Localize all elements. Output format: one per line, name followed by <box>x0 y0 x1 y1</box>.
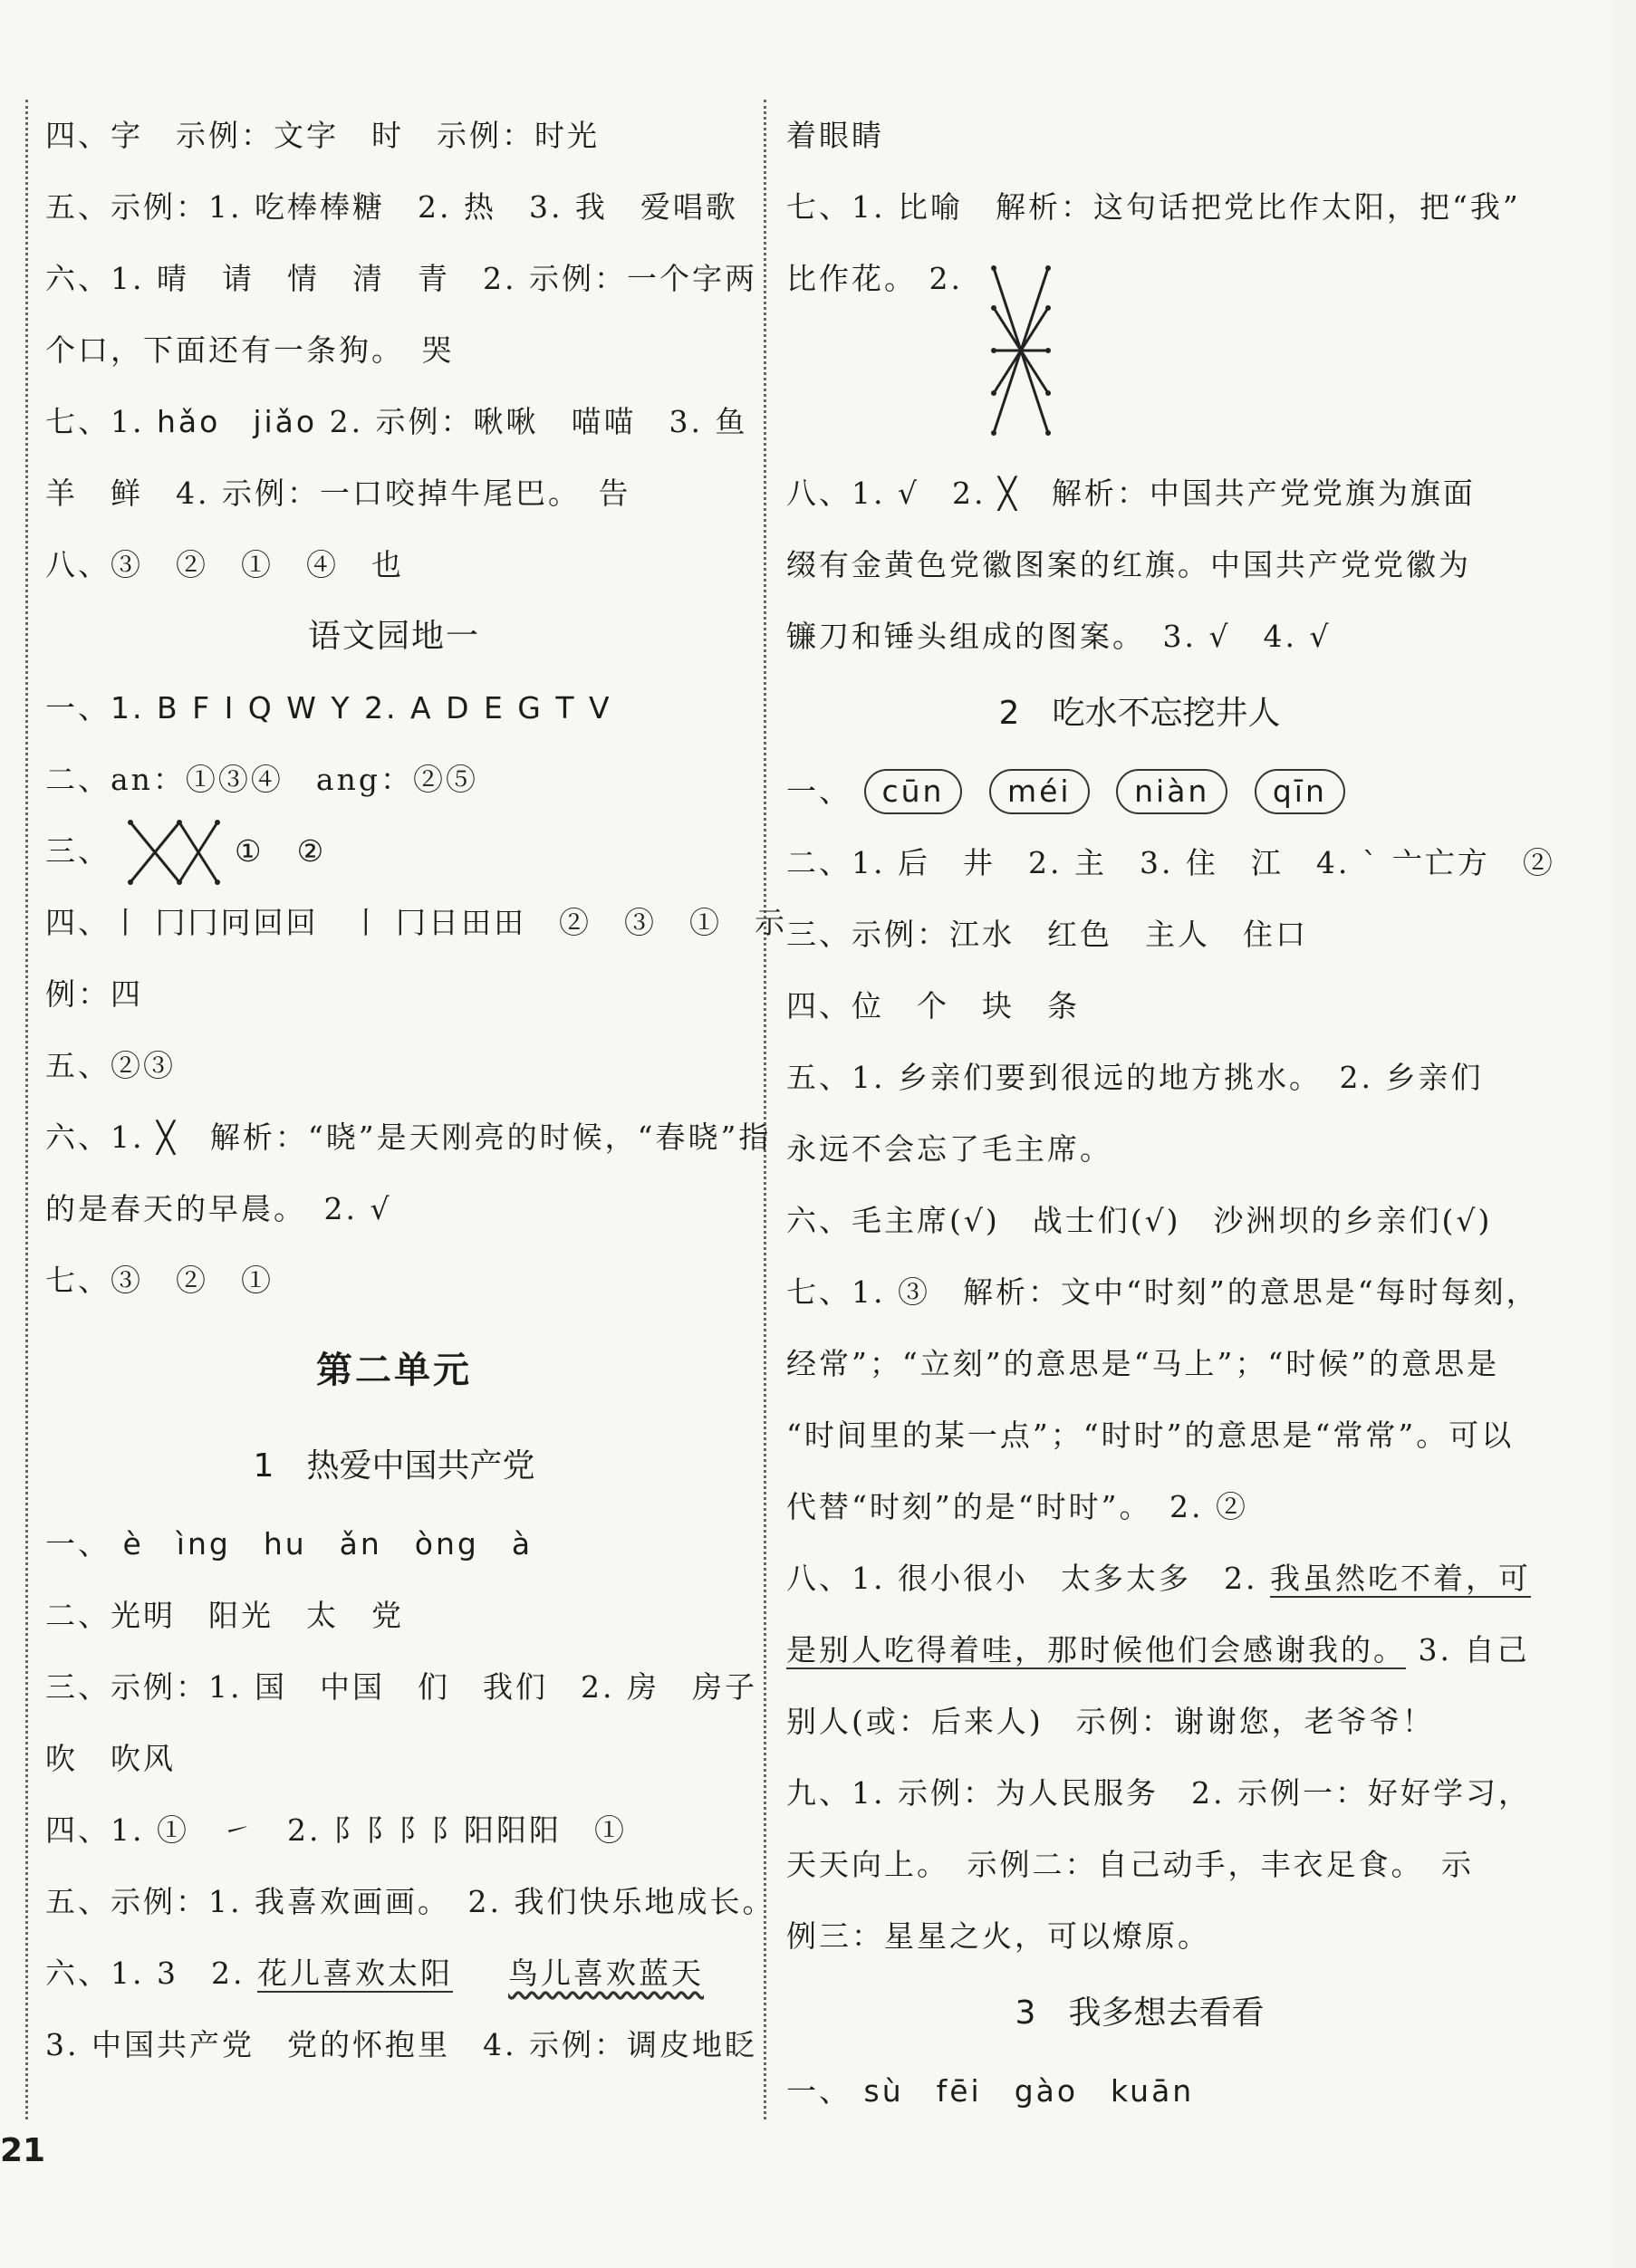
answer-line <box>786 243 1493 457</box>
answer-line: 七、1. ③ 解析：文中“时刻”的意思是“每时每刻， <box>786 1274 1539 1310</box>
lesson-title: 3 我多想去看看 <box>1015 1994 1265 2032</box>
right-column <box>786 100 1555 2127</box>
answer-text: 3. 自己 <box>1418 1632 1530 1667</box>
underlined-phrase: 花儿喜欢太阳 <box>256 1956 453 1991</box>
answer-line: 四、丨 冂冂冋回回 丨 冂日田田 ② ③ ① 示 <box>45 905 787 940</box>
answer-line <box>786 1542 1531 1614</box>
wavy-underlined-phrase: 鸟儿喜欢蓝天 <box>507 1956 704 1991</box>
pinyin-text: hǎo jiǎo <box>157 404 318 439</box>
answer-line: 经常”；“立刻”的意思是“马上”；“时候”的意思是 <box>786 1346 1500 1381</box>
answer-line: 八、③ ② ① ④ 也 <box>45 547 404 582</box>
answer-line: 五、1. 乡亲们要到很远的地方挑水。 2. 乡亲们 <box>786 1060 1484 1095</box>
answer-line: 二、光明 阳光 太 党 <box>45 1598 404 1633</box>
answer-line: 九、1. 示例：为人民服务 2. 示例一：好好学习， <box>786 1775 1531 1811</box>
answer-line: 永远不会忘了毛主席。 <box>786 1131 1112 1167</box>
answer-text: 2. 示例：啾啾 喵喵 3. 鱼 <box>329 404 748 439</box>
answer-line: 一、1. B F I Q W Y 2. A D E G T V <box>45 690 612 726</box>
answer-line: 四、1. ① ㇀ 2. ⻖阝阝阝阳阳阳 ① <box>45 1812 627 1848</box>
pinyin-oval: qīn <box>1255 769 1345 814</box>
matching-lines-figure <box>976 261 1066 442</box>
answer-line: 五、示例：1. 吃棒棒糖 2. 热 3. 我 爱唱歌 <box>45 189 738 225</box>
answer-line <box>45 386 748 457</box>
answer-text: 一、 <box>45 1526 111 1562</box>
answer-line <box>45 815 743 887</box>
answer-line: 羊 鲜 4. 示例：一口咬掉牛尾巴。 告 <box>45 476 631 511</box>
answer-line <box>45 1937 743 2009</box>
answer-line: 别人(或：后来人) 示例：谢谢您，老爷爷！ <box>786 1704 1435 1739</box>
answer-line: 五、示例：1. 我喜欢画画。 2. 我们快乐地成长。 <box>45 1884 775 1919</box>
page-number: 21 <box>0 2132 46 2169</box>
answer-line: 三、示例：江水 红色 主人 住口 <box>786 917 1308 952</box>
answer-text: 三、 <box>45 833 111 869</box>
pinyin-oval: niàn <box>1116 769 1227 814</box>
answer-line: 吹 吹风 <box>45 1741 176 1776</box>
answer-line: 三、示例：1. 国 中国 们 我们 2. 房 房子 <box>45 1669 757 1705</box>
answer-text: 六、1. 3 2. <box>45 1956 245 1991</box>
answer-line: “时间里的某一点”；“时时”的意思是“常常”。可以 <box>786 1418 1515 1453</box>
answer-text: 比作花。 <box>786 261 917 296</box>
column-divider <box>764 100 766 2119</box>
answer-line: 天天向上。 示例二：自己动手，丰衣足食。 示 <box>786 1847 1474 1882</box>
lesson-title: 2 吃水不忘挖井人 <box>998 695 1281 732</box>
pinyin-oval: méi <box>989 769 1090 814</box>
answer-line: 六、1. 晴 请 情 清 青 2. 示例：一个字两 <box>45 261 757 296</box>
answer-line <box>786 755 1493 827</box>
unit-title: 第二单元 <box>316 1350 472 1391</box>
answer-line: 着眼睛 <box>786 118 884 153</box>
answer-line <box>45 1508 743 1580</box>
lesson-title: 1 热爱中国共产党 <box>253 1447 535 1485</box>
left-column <box>45 100 787 2081</box>
answer-line: 3. 中国共产党 党的怀抱里 4. 示例：调皮地眨 <box>45 2027 757 2062</box>
answer-line: 六、1. ╳ 解析：“晓”是天刚亮的时候，“春晓”指 <box>45 1120 772 1155</box>
answer-line: 的是春天的早晨。 2. √ <box>45 1191 392 1226</box>
answer-line: 八、1. √ 2. ╳ 解析：中国共产党党旗为旗面 <box>786 476 1476 511</box>
answer-text: 一、 <box>786 774 852 809</box>
answer-line: 二、1. 后 井 2. 主 3. 住 江 4. ˋ 亠亡方 ② <box>786 845 1555 880</box>
answer-line <box>786 1614 1530 1686</box>
matching-lines-figure <box>123 817 223 889</box>
answer-text: 2. <box>929 261 963 296</box>
answer-text: 八、1. 很小很小 太多太多 2. <box>786 1561 1258 1596</box>
answer-line: 七、1. 比喻 解析：这句话把党比作太阳，把“我” <box>786 189 1521 225</box>
pinyin-text: è ìng hu ǎn òng à <box>122 1526 534 1562</box>
answer-text: 七、1. <box>45 404 145 439</box>
underlined-sentence: 是别人吃得着哇，那时候他们会感谢我的。 <box>786 1632 1406 1667</box>
answer-line: 缀有金黄色党徽图案的红旗。中国共产党党徽为 <box>786 547 1471 582</box>
answer-line: 五、②③ <box>45 1048 176 1083</box>
answer-line: 四、字 示例：文字 时 示例：时光 <box>45 118 600 153</box>
answer-line: 四、位 个 块 条 <box>786 988 1080 1023</box>
answer-line: 六、毛主席(√) 战士们(√) 沙洲坝的乡亲们(√) <box>786 1203 1493 1238</box>
answer-text: ① ② <box>235 833 327 869</box>
underlined-sentence: 我虽然吃不着，可 <box>1269 1561 1531 1596</box>
answer-line: 例：四 <box>45 976 143 1012</box>
answer-line: 七、③ ② ① <box>45 1263 274 1298</box>
pinyin-text: sù fēi gào kuān <box>863 2073 1195 2109</box>
answer-line: 个口，下面还有一条狗。 哭 <box>45 332 455 368</box>
answer-text: 一、 <box>786 2073 852 2109</box>
pinyin-oval: cūn <box>864 769 963 814</box>
answer-line: 镰刀和锤头组成的图案。 3. √ 4. √ <box>786 619 1332 654</box>
section-title-yuwen-yuandi: 语文园地一 <box>307 618 480 655</box>
answer-line: 代替“时刻”的是“时时”。 2. ② <box>786 1489 1248 1524</box>
answer-line: 例三：星星之火，可以燎原。 <box>786 1918 1210 1954</box>
answer-line <box>786 2055 1493 2127</box>
left-margin-rule <box>25 100 28 2119</box>
answer-line: 二、an：①③④ ang：②⑤ <box>45 762 478 797</box>
